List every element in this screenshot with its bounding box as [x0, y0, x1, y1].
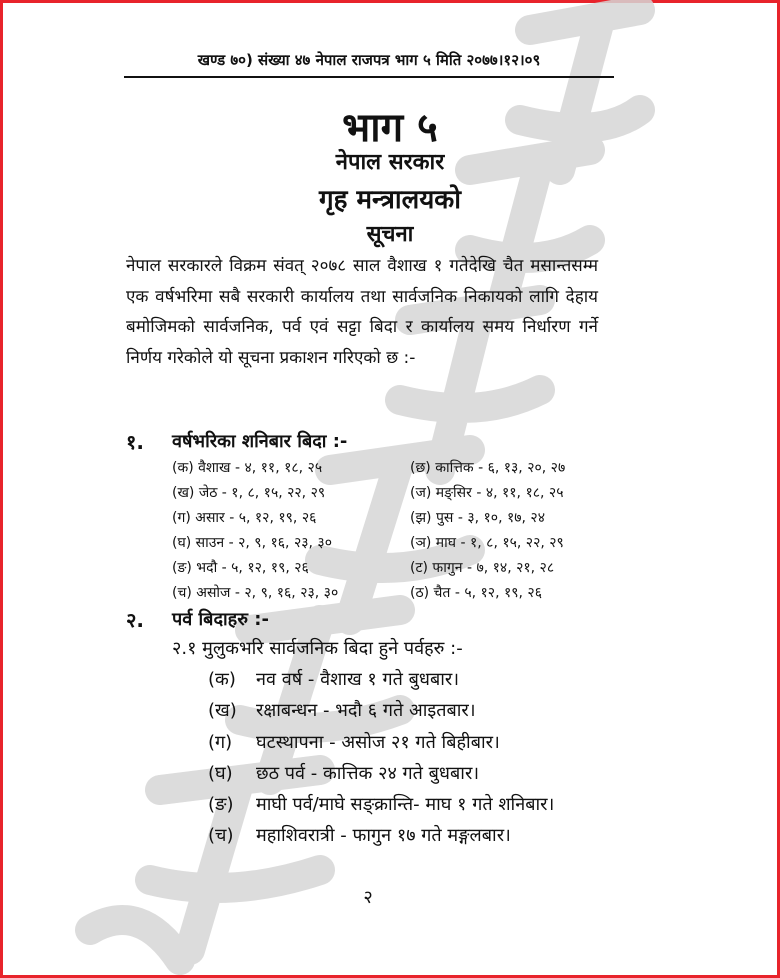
saturday-right-row: (ञ) माघ - १, ८, १५, २२, २९ — [410, 535, 564, 551]
festival-item — [208, 792, 554, 816]
saturday-left-row: (ख) जेठ - १, ८, १५, २२, २९ — [172, 485, 326, 501]
section-2-title: पर्व बिदाहरु :- — [172, 609, 269, 630]
festival-label: (क) — [208, 669, 236, 690]
section-1-title: वर्षभरिका शनिबार बिदा :- — [172, 431, 348, 452]
festival-item — [208, 698, 476, 722]
festival-text: छठ पर्व - कात्तिक २४ गते बुधबार। — [256, 763, 480, 784]
festival-item — [208, 823, 511, 847]
saturday-left-row: (च) असोज - २, ९, १६, २३, ३० — [172, 585, 339, 601]
festival-label: (ङ) — [208, 794, 234, 815]
festival-text: महाशिवरात्री - फागुन १७ गते मङ्गलबार। — [256, 825, 511, 846]
intro-paragraph: नेपाल सरकारले विक्रम संवत् २०७८ साल वैशाख १ गतेदेखि चैत मसान्तसम्म एक वर्षभरिमा सबै सरकारी कार्यालय तथा सार्वजनिक निकायको लागि देहाय बमोजिमको सार्वजनिक, पर्व एवं सट्टा बिदा र कार्यालय समय निर्धारण गर्ने निर्णय गरेकोले यो सूचना प्रकाशन गरिएको छ :- — [126, 256, 598, 368]
ministry-title: गृह मन्त्रालयको — [319, 185, 461, 215]
saturday-right-row: (ट) फागुन - ७, १४, २१, २८ — [410, 560, 555, 576]
section-2-number: २. — [126, 608, 144, 632]
festival-label: (ग) — [208, 732, 233, 753]
festival-text: घटस्थापना - असोज २१ गते बिहीबार। — [256, 732, 500, 753]
saturday-left-row: (ग) असार - ५, १२, १९, २६ — [172, 510, 317, 526]
festival-item — [208, 761, 479, 785]
section-2-subtitle: २.१ मुलुकभरि सार्वजनिक बिदा हुने पर्वहरु :- — [172, 638, 463, 659]
part-title: भाग ५ — [342, 105, 438, 151]
saturday-right-row: (छ) कात्तिक - ६, १३, २०, २७ — [410, 460, 566, 476]
festival-label: (ख) — [208, 700, 237, 721]
festival-text: रक्षाबन्धन - भदौ ६ गते आइतबार। — [256, 700, 476, 721]
saturday-left-row: (ङ) भदौ - ५, १२, १९, २६ — [172, 560, 309, 576]
header-divider — [124, 76, 614, 78]
page-number: २ — [363, 887, 373, 908]
notice-title: सूचना — [366, 222, 414, 247]
saturday-right-row: (ज) मङ्सिर - ४, ११, १८, २५ — [410, 485, 564, 501]
festival-item — [208, 667, 459, 691]
festival-text: नव वर्ष - वैशाख १ गते बुधबार। — [256, 669, 460, 690]
government-title: नेपाल सरकार — [335, 150, 445, 175]
section-1-number: १. — [126, 430, 144, 454]
saturday-right-row: (झ) पुस - ३, १०, १७, २४ — [410, 510, 545, 526]
saturday-left-row: (घ) साउन - २, ९, १६, २३, ३० — [172, 535, 332, 551]
festival-item — [208, 730, 500, 754]
saturday-left-row: (क) वैशाख - ४, ११, १८, २५ — [172, 460, 323, 476]
festival-label: (घ) — [208, 763, 233, 784]
festival-label: (च) — [208, 825, 234, 846]
saturday-right-row: (ठ) चैत - ५, १२, १९, २६ — [410, 585, 542, 601]
gazette-header: खण्ड ७०) संख्या ४७ नेपाल राजपत्र भाग ५ मिति २०७७।१२।०९ — [197, 51, 541, 69]
festival-text: माघी पर्व/माघे सङ्क्रान्ति- माघ १ गते शनिबार। — [256, 794, 555, 815]
